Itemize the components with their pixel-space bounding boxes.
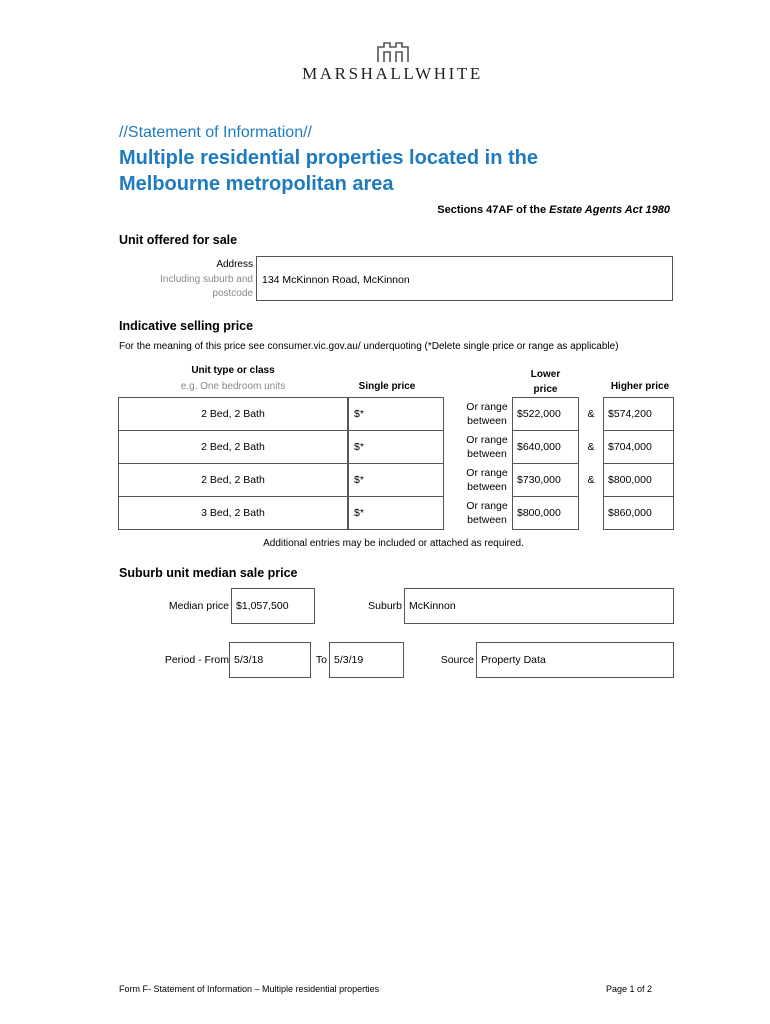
higher-price-field[interactable]: $574,200 xyxy=(603,397,674,431)
suburb-label: Suburb xyxy=(368,600,402,612)
single-price-field[interactable]: $* xyxy=(348,397,444,431)
range-label-1: Or range xyxy=(466,434,508,446)
unit-type-field[interactable]: 3 Bed, 2 Bath xyxy=(118,496,348,530)
additional-entries-note: Additional entries may be included or attached as required. xyxy=(263,538,524,549)
source-field[interactable]: Property Data xyxy=(476,642,674,678)
sections-act: Estate Agents Act 1980 xyxy=(549,204,670,216)
address-sublabel-2: postcode xyxy=(212,288,253,299)
unit-section-heading: Unit offered for sale xyxy=(119,233,238,247)
range-label-1: Or range xyxy=(466,500,508,512)
suburb-field[interactable]: McKinnon xyxy=(404,588,674,624)
source-label: Source xyxy=(440,654,474,666)
footer-form-label: Form F- Statement of Information – Multiple residential properties xyxy=(119,984,380,994)
single-price-field[interactable]: $* xyxy=(348,463,444,497)
page-title xyxy=(119,145,619,197)
ampersand: & xyxy=(587,474,595,486)
col-higher-price: Higher price xyxy=(610,381,670,392)
period-to-label: To xyxy=(315,654,327,666)
single-price-field[interactable]: $* xyxy=(348,496,444,530)
footer-page-number: Page 1 of 2 xyxy=(605,984,652,994)
statement-label: //Statement of Information// xyxy=(119,124,312,141)
ampersand: & xyxy=(587,408,595,420)
range-label-2: between xyxy=(467,448,507,460)
address-label-main: Address xyxy=(216,259,253,270)
logo-wordmark: MARSHALLWHITE xyxy=(302,64,483,83)
price-section-heading: Indicative selling price xyxy=(119,319,254,333)
higher-price-field[interactable]: $704,000 xyxy=(603,430,674,464)
price-meaning-text: For the meaning of this price see consumer.vic.gov.au/ underquoting (*Delete single price or range as applicable) xyxy=(119,341,619,352)
range-label-2: between xyxy=(467,481,507,493)
lower-price-field[interactable]: $800,000 xyxy=(512,496,579,530)
table-row xyxy=(118,496,674,530)
unit-type-field[interactable]: 2 Bed, 2 Bath xyxy=(118,397,348,431)
lower-price-field[interactable]: $640,000 xyxy=(512,430,579,464)
ampersand xyxy=(579,496,603,530)
period-from-field[interactable]: 5/3/18 xyxy=(229,642,311,678)
median-price-label: Median price xyxy=(168,600,229,612)
castle-icon xyxy=(376,41,410,63)
range-label-2: between xyxy=(467,415,507,427)
single-price-field[interactable]: $* xyxy=(348,430,444,464)
range-label-1: Or range xyxy=(466,401,508,413)
median-price-field[interactable]: $1,057,500 xyxy=(231,588,315,624)
table-row xyxy=(118,397,674,431)
range-label-1: Or range xyxy=(466,467,508,479)
unit-type-field[interactable]: 2 Bed, 2 Bath xyxy=(118,430,348,464)
address-sublabel-1: Including suburb and xyxy=(160,273,253,285)
col-single-price: Single price xyxy=(358,381,416,392)
title-line-1: Multiple residential properties located in the xyxy=(119,147,538,169)
col-unit-type: Unit type or class xyxy=(191,365,275,376)
period-from-label: Period - From xyxy=(164,654,229,666)
col-unit-example: e.g. One bedroom units xyxy=(180,381,286,392)
higher-price-field[interactable]: $800,000 xyxy=(603,463,674,497)
col-lower-line-1: Lower xyxy=(530,369,561,380)
sections-prefix: Sections 47AF of the xyxy=(437,204,550,216)
table-row xyxy=(118,430,674,464)
higher-price-field[interactable]: $860,000 xyxy=(603,496,674,530)
period-to-field[interactable]: 5/3/19 xyxy=(329,642,404,678)
address-label xyxy=(140,258,253,302)
address-field[interactable]: 134 McKinnon Road, McKinnon xyxy=(256,256,673,301)
median-section-heading: Suburb unit median sale price xyxy=(119,566,298,580)
title-line-2: Melbourne metropolitan area xyxy=(119,173,394,195)
lower-price-field[interactable]: $522,000 xyxy=(512,397,579,431)
ampersand: & xyxy=(587,441,595,453)
sections-note xyxy=(437,204,670,216)
lower-price-field[interactable]: $730,000 xyxy=(512,463,579,497)
col-lower-line-2: price xyxy=(533,384,558,395)
col-lower-price xyxy=(512,367,579,397)
unit-type-field[interactable]: 2 Bed, 2 Bath xyxy=(118,463,348,497)
range-label-2: between xyxy=(467,514,507,526)
table-row xyxy=(118,463,674,497)
